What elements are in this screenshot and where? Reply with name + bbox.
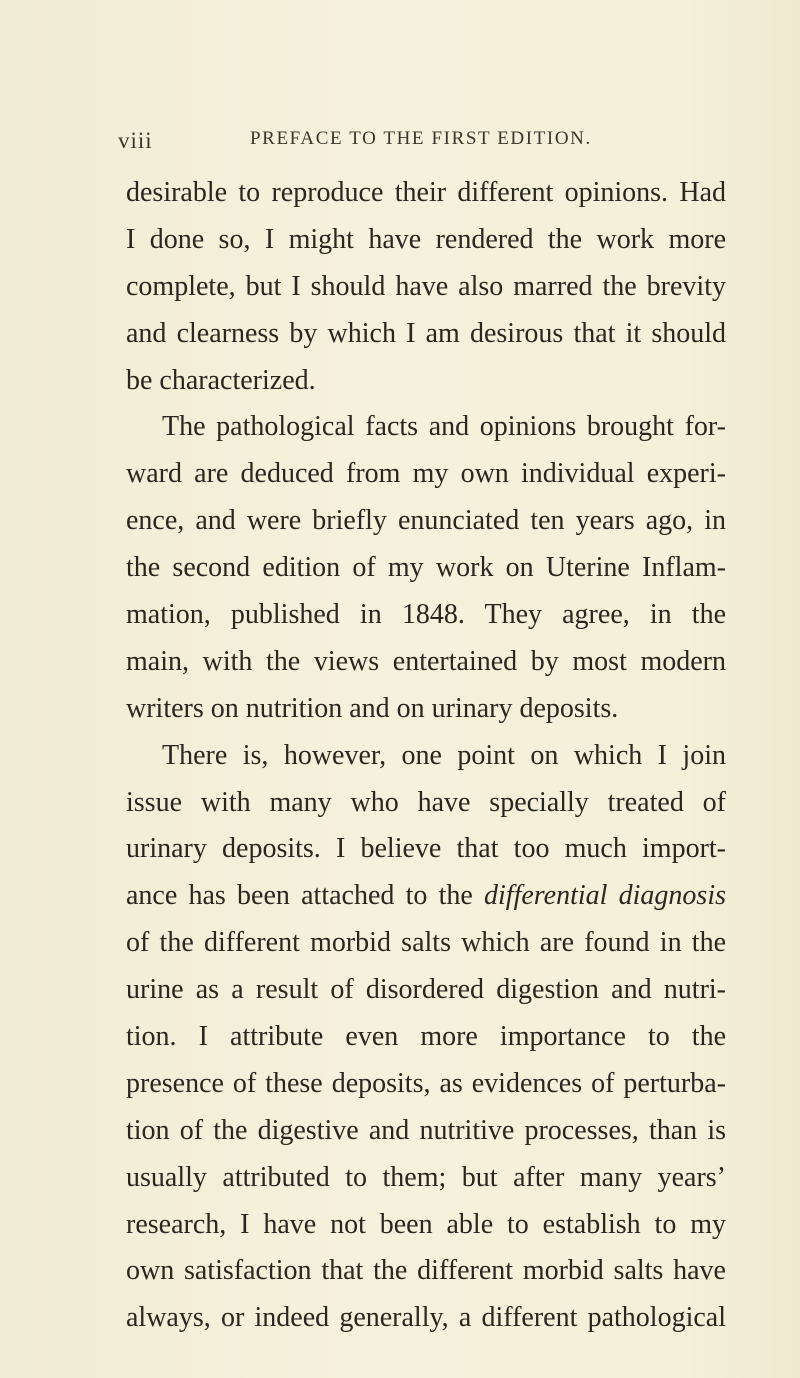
text-line-with-italic (126, 873, 726, 920)
paragraph-start-line: There is, however, one point on which I join (162, 739, 726, 771)
running-head (118, 128, 678, 158)
text-line: desirable to reproduce their different opinions. Had (126, 177, 726, 208)
text-line: research, I have not been able to establish to my (126, 1208, 726, 1240)
text-line: complete, but I should have also marred the brevity (126, 270, 726, 302)
text-line: tion. I attribute even more importance to the (126, 1021, 726, 1053)
text-line: I done so, I might have rendered the work more (126, 223, 726, 255)
text-line: tion of the digestive and nutritive processes, than is (126, 1114, 726, 1146)
text-line: of the different morbid salts which are found in the (126, 927, 726, 959)
text-line: and clearness by which I am desirous that it should (126, 317, 726, 349)
line-text: ance has been attached to the (126, 880, 485, 912)
body-text (126, 170, 726, 1342)
paragraph-end-line: writers on nutrition and on urinary deposits. (126, 692, 619, 724)
text-line: mation, published in 1848. They agree, in the (126, 599, 726, 631)
paragraph-start-line: The pathological facts and opinions brought for- (162, 411, 726, 443)
paragraph-end-line: be characterized. (126, 364, 316, 396)
text-line: usually attributed to them; but after many years’ (126, 1161, 726, 1193)
text-line: urinary deposits. I believe that too much import- (126, 833, 726, 865)
text-line: ence, and were briefly enunciated ten years ago, in (126, 505, 726, 537)
text-line: presence of these deposits, as evidences of perturba- (126, 1067, 726, 1099)
italic-phrase: differential diagnosis (484, 880, 726, 912)
text-line: urine as a result of disordered digestion and nutri- (126, 974, 726, 1006)
text-line: issue with many who have specially treated of (126, 786, 726, 818)
text-line: always, or indeed generally, a different pathological (126, 1302, 726, 1334)
page-number: viii (118, 128, 153, 153)
running-title: PREFACE TO THE FIRST EDITION. (250, 128, 592, 149)
text-line: the second edition of my work on Uterine Inflam- (126, 552, 726, 584)
text-line: main, with the views entertained by most modern (126, 645, 726, 677)
text-line: own satisfaction that the different morbid salts have (126, 1255, 726, 1287)
text-line: ward are deduced from my own individual experi- (126, 458, 726, 490)
